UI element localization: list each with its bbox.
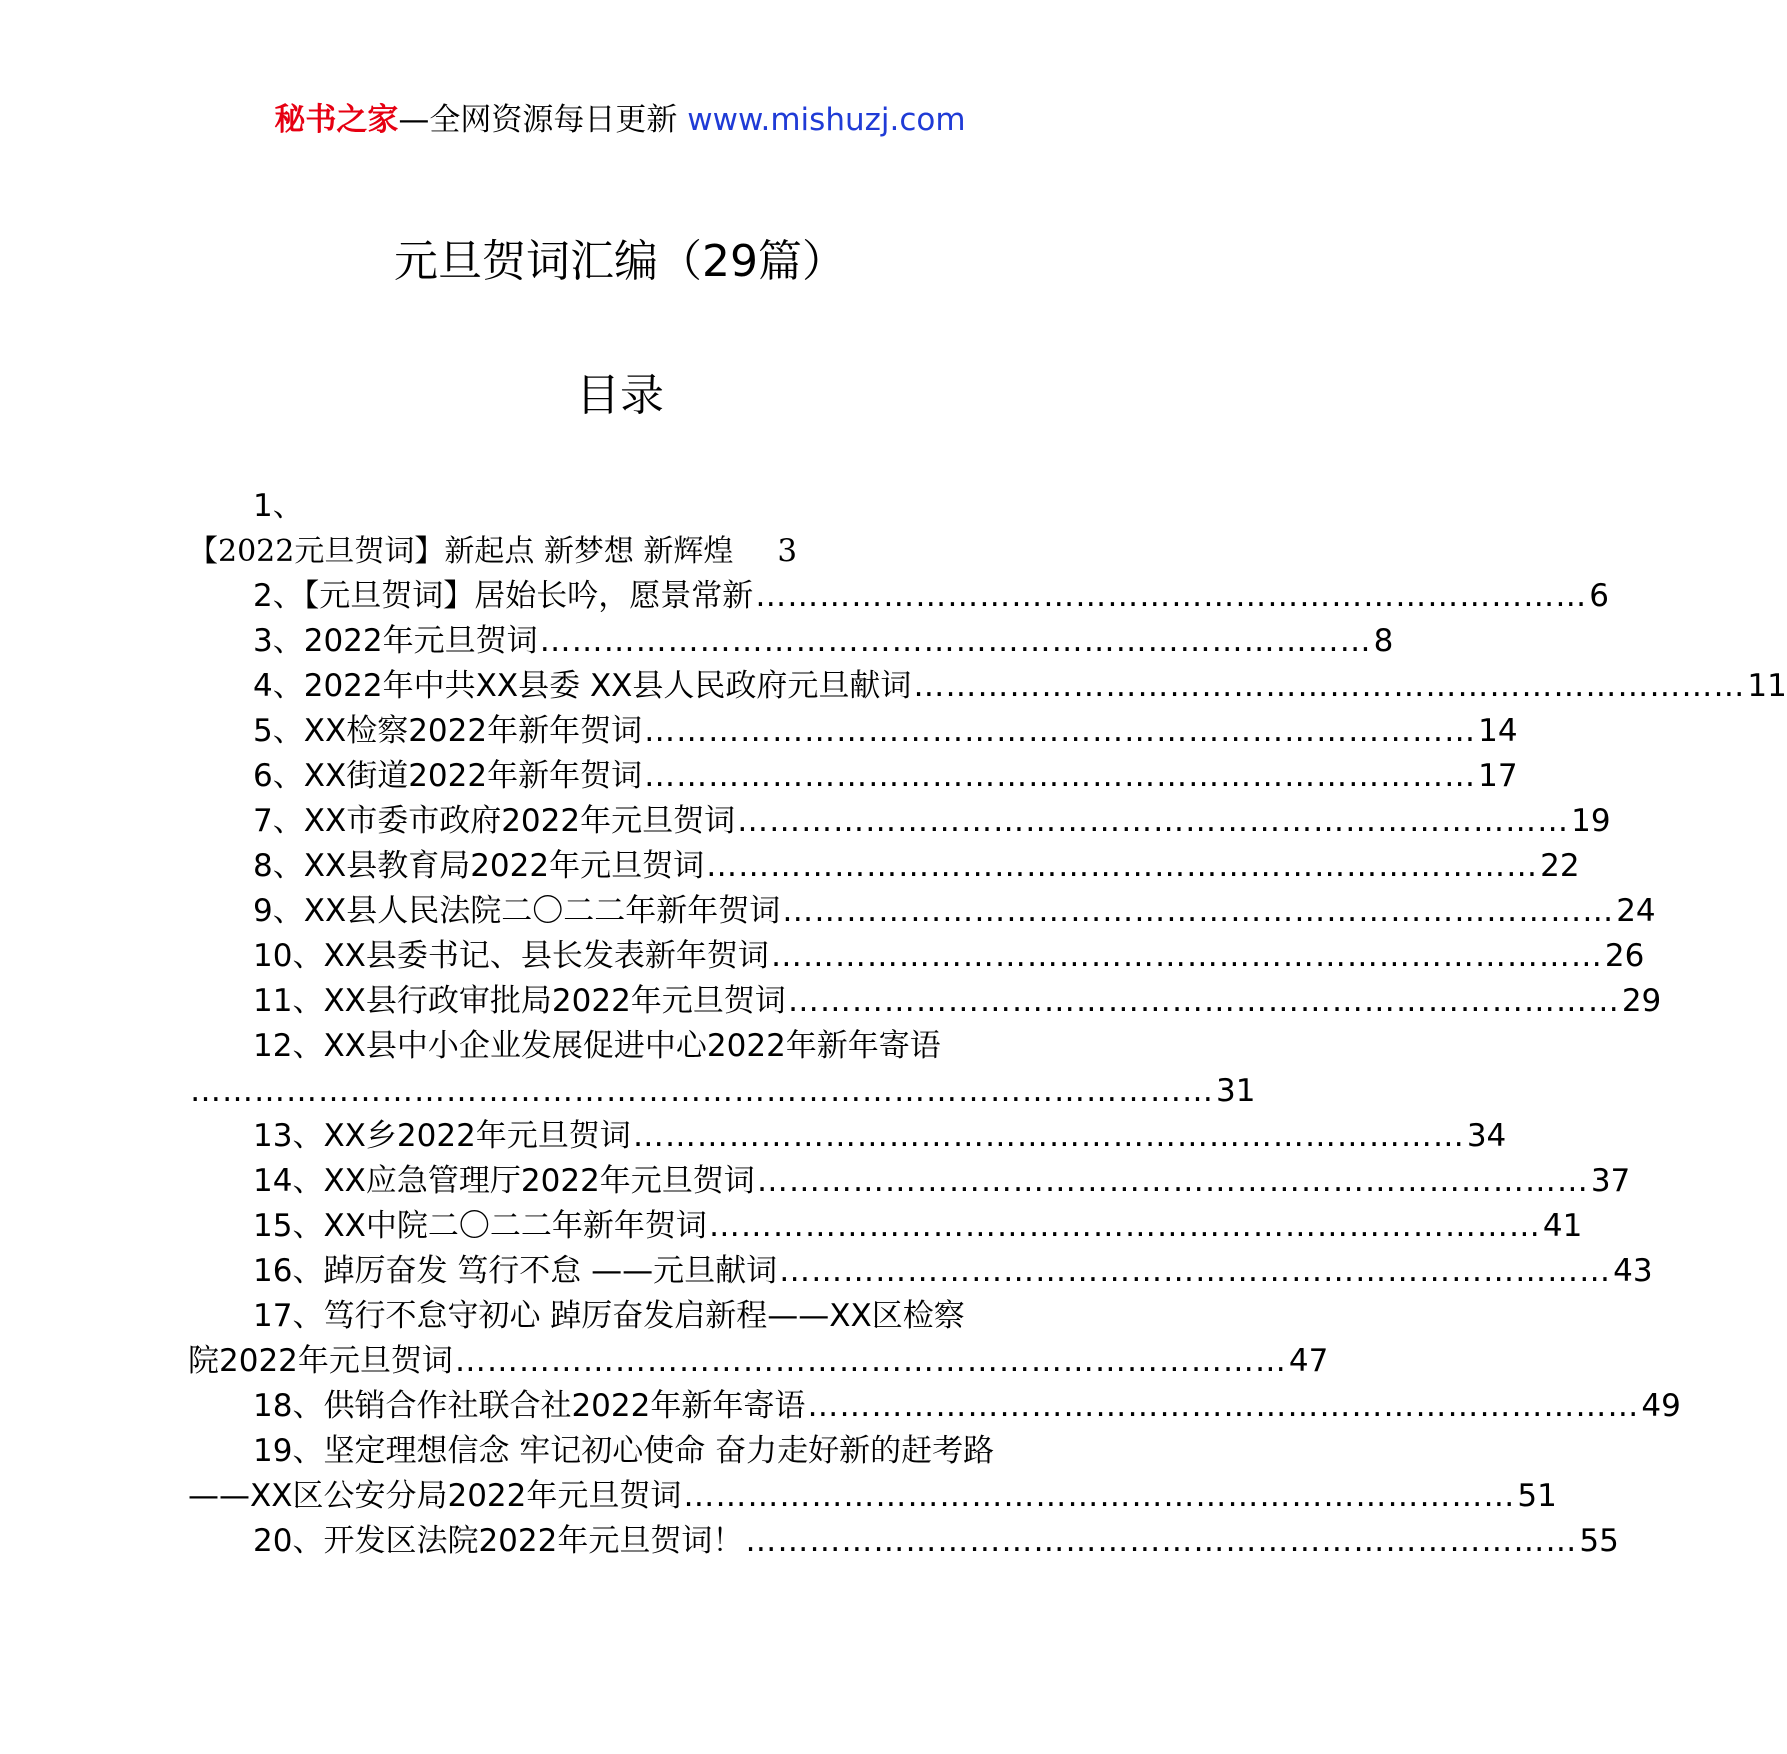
toc-entry-text: 16、踔厉奋发 笃行不怠 ——元旦献词 xyxy=(253,1253,778,1289)
toc-leader: …………………………………………………………………… xyxy=(644,713,1477,749)
toc-entry-4[interactable] xyxy=(188,664,1787,709)
toc-entry-11[interactable] xyxy=(188,979,1662,1024)
toc-leader: …………………………………………………………………… xyxy=(807,1388,1640,1424)
toc-entry-16[interactable] xyxy=(188,1249,1653,1294)
toc-entry-14[interactable] xyxy=(188,1159,1631,1204)
toc-entry-text: 4、2022年中共XX县委 XX县人民政府元旦献词 xyxy=(253,668,912,704)
toc-entry-page: 24 xyxy=(1616,893,1656,929)
toc-entry-text: 3、2022年元旦贺词 xyxy=(253,623,538,659)
toc-leader: …………………………………………………………………… xyxy=(708,1208,1541,1244)
toc-leader: …………………………………………………………………… xyxy=(632,1118,1465,1154)
toc-entry-page: 49 xyxy=(1641,1388,1681,1424)
toc-entry-8[interactable] xyxy=(188,844,1580,889)
toc-leader: …………………………………………………………………… xyxy=(770,938,1603,974)
toc-entry-3[interactable] xyxy=(188,619,1394,664)
table-of-contents xyxy=(188,484,1787,1564)
toc-entry-text: 10、XX县委书记、县长发表新年贺词 xyxy=(253,938,769,974)
toc-entry-text: 12、XX县中小企业发展促进中心2022年新年寄语 xyxy=(253,1028,941,1064)
toc-entry-17-line2[interactable] xyxy=(188,1339,1329,1384)
toc-entry-page: 14 xyxy=(1478,713,1518,749)
toc-leader: …………………………………………………………………… xyxy=(745,1523,1578,1559)
toc-leader: …………………………………………………………………… xyxy=(756,1163,1589,1199)
toc-entry-10[interactable] xyxy=(188,934,1645,979)
toc-entry-text: 15、XX中院二〇二二年新年贺词 xyxy=(253,1208,707,1244)
toc-entry-page: 19 xyxy=(1571,803,1611,839)
toc-entry-text: 6、XX街道2022年新年贺词 xyxy=(253,758,643,794)
toc-entry-text: 18、供销合作社联合社2022年新年寄语 xyxy=(253,1388,806,1424)
toc-heading: 目录 xyxy=(576,370,664,421)
toc-entry-2[interactable] xyxy=(188,574,1609,619)
toc-entry-text: 院2022年元旦贺词 xyxy=(188,1343,453,1379)
toc-entry-text: 8、XX县教育局2022年元旦贺词 xyxy=(253,848,705,884)
toc-entry-page: 41 xyxy=(1542,1208,1583,1244)
toc-entry-page: 11 xyxy=(1747,668,1787,704)
document-title: 元旦贺词汇编（29篇） xyxy=(394,236,846,287)
toc-entry-text: 17、笃行不怠守初心 踔厉奋发启新程——XX区检察 xyxy=(253,1298,965,1334)
toc-leader: …………………………………………………………………… xyxy=(454,1343,1287,1379)
toc-entry-text: 2、【元旦贺词】居始长吟，愿景常新 xyxy=(253,578,754,614)
toc-entry-12-line1[interactable] xyxy=(188,1024,1048,1069)
toc-entry-text: 9、XX县人民法院二〇二二年新年贺词 xyxy=(253,893,781,929)
toc-entry-text: ——XX区公安分局2022年元旦贺词 xyxy=(188,1478,682,1514)
toc-leader: …………………………………………………………………… xyxy=(706,848,1539,884)
toc-entry-12-line2[interactable] xyxy=(188,1069,1256,1114)
toc-entry-9[interactable] xyxy=(188,889,1656,934)
toc-entry-page: 22 xyxy=(1540,848,1580,884)
toc-entry-7[interactable] xyxy=(188,799,1611,844)
toc-entry-19-line1[interactable] xyxy=(188,1429,1048,1474)
site-url-link[interactable]: www.mishuzj.com xyxy=(687,102,966,138)
toc-entry-17-line1[interactable] xyxy=(188,1294,1048,1339)
toc-entry-5[interactable] xyxy=(188,709,1518,754)
toc-entry-page: 26 xyxy=(1604,938,1645,974)
toc-entry-1-number[interactable]: 1、 xyxy=(253,488,304,524)
toc-leader: …………………………………………………………………… xyxy=(782,893,1615,929)
toc-entry-text: 5、XX检察2022年新年贺词 xyxy=(253,713,643,749)
toc-leader: …………………………………………………………………… xyxy=(779,1253,1612,1289)
toc-entry-page: 43 xyxy=(1613,1253,1653,1289)
toc-leader: …………………………………………………………………………………… xyxy=(190,1073,1214,1109)
toc-entry-18[interactable] xyxy=(188,1384,1681,1429)
toc-entry-page: 51 xyxy=(1517,1478,1557,1514)
header-slogan: —全网资源每日更新 xyxy=(398,102,678,138)
toc-entry-20[interactable] xyxy=(188,1519,1619,1564)
toc-entry-page: 34 xyxy=(1466,1118,1507,1154)
toc-leader: …………………………………………………………………… xyxy=(737,803,1570,839)
toc-entry-page: 37 xyxy=(1590,1163,1631,1199)
toc-entry-text: 7、XX市委市政府2022年元旦贺词 xyxy=(253,803,736,839)
toc-entry-page: 29 xyxy=(1621,983,1662,1019)
brand-name: 秘书之家 xyxy=(274,102,399,138)
toc-entry-15[interactable] xyxy=(188,1204,1583,1249)
toc-entry-1[interactable] xyxy=(188,529,1048,574)
toc-leader: …………………………………………………………………… xyxy=(787,983,1620,1019)
toc-entry-text: 19、坚定理想信念 牢记初心使命 奋力走好新的赶考路 xyxy=(253,1433,995,1469)
toc-entry-text: 【2022元旦贺词】新起点 新梦想 新辉煌 xyxy=(188,534,734,569)
toc-entry-13[interactable] xyxy=(188,1114,1507,1159)
toc-entry-page: 55 xyxy=(1579,1523,1619,1559)
toc-leader: …………………………………………………………………… xyxy=(644,758,1477,794)
toc-entry-6[interactable] xyxy=(188,754,1518,799)
toc-entry-page: 17 xyxy=(1478,758,1518,794)
toc-entry-text: 11、XX县行政审批局2022年元旦贺词 xyxy=(253,983,786,1019)
toc-entry-page: 8 xyxy=(1373,623,1394,659)
toc-leader: …………………………………………………………………… xyxy=(683,1478,1516,1514)
toc-entry-page: 47 xyxy=(1288,1343,1329,1379)
toc-leader: …………………………………………………………………… xyxy=(539,623,1372,659)
toc-entry-page: 6 xyxy=(1589,578,1609,614)
toc-entry-text: 14、XX应急管理厅2022年元旦贺词 xyxy=(253,1163,755,1199)
toc-entry-19-line2[interactable] xyxy=(188,1474,1557,1519)
toc-entry-page: 31 xyxy=(1216,1073,1256,1109)
toc-entry-text: 20、开发区法院2022年元旦贺词！ xyxy=(253,1523,744,1559)
toc-entry-page: 3 xyxy=(777,533,798,569)
toc-leader: …………………………………………………………………… xyxy=(913,668,1746,704)
toc-entry-text: 13、XX乡2022年元旦贺词 xyxy=(253,1118,631,1154)
site-header xyxy=(0,98,1240,142)
toc-leader: …………………………………………………………………… xyxy=(755,578,1588,614)
